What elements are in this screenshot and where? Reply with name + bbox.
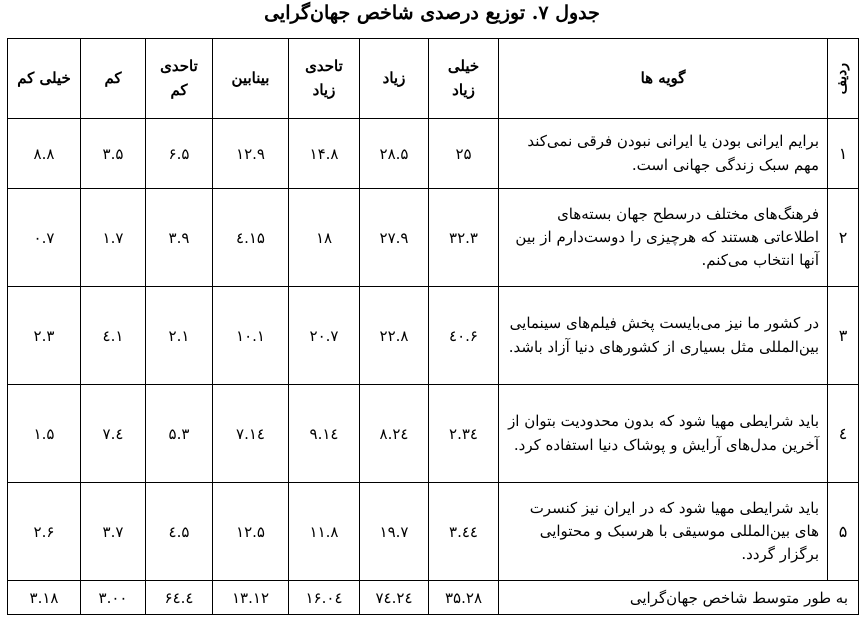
cell-somewhat-high: ۱۴.۸ (289, 119, 360, 189)
cell-somewhat-high: ۲۰.۷ (289, 287, 360, 385)
avg-somewhat-high: ۱۶.۰٤ (289, 581, 360, 615)
row-item-text: باید شرایطی مهیا شود که در ایران نیز کنسرت های بین‌المللی موسیقی با هرسبک و محتوایی برگزار گردد. (499, 483, 828, 581)
table-row (8, 189, 859, 287)
cell-neutral: ۱٤.۷ (213, 385, 289, 483)
table-row (8, 385, 859, 483)
avg-somewhat-low: ٤.۶٤ (146, 581, 213, 615)
header-somewhat-high: تاحدی زیاد (289, 39, 360, 119)
cell-very-high: ٤۰.۶ (429, 287, 499, 385)
header-neutral: بینابین (213, 39, 289, 119)
row-item-text: در کشور ما نیز می‌بایست پخش فیلم‌های سینمایی بین‌المللی مثل بسیاری از کشورهای دنیا آزاد باشد. (499, 287, 828, 385)
cell-very-high: ۳٤.۲ (429, 385, 499, 483)
cell-very-high: ۲۵ (429, 119, 499, 189)
header-high: زیاد (360, 39, 429, 119)
cell-very-low: ۰.۷ (8, 189, 81, 287)
cell-somewhat-low: ۵.٤ (146, 483, 213, 581)
row-index: ۱ (828, 119, 859, 189)
cell-very-low: ۲.۶ (8, 483, 81, 581)
table-row (8, 119, 859, 189)
cell-low: ۳.۵ (81, 119, 146, 189)
cell-high: ۲٤.۸ (360, 385, 429, 483)
cell-low: ٤.۷ (81, 385, 146, 483)
row-index: ۵ (828, 483, 859, 581)
cell-neutral: ۱۰.۱ (213, 287, 289, 385)
cell-neutral: ۱۵.٤ (213, 189, 289, 287)
header-row (8, 39, 859, 119)
cell-high: ۲۷.۹ (360, 189, 429, 287)
cell-somewhat-high: ۱٤.۹ (289, 385, 360, 483)
header-somewhat-low: تاحدی کم (146, 39, 213, 119)
cell-neutral: ۱۲.۹ (213, 119, 289, 189)
avg-neutral: ۱۳.۱۲ (213, 581, 289, 615)
cell-high: ۲۸.۵ (360, 119, 429, 189)
cell-somewhat-low: ۶.۵ (146, 119, 213, 189)
cell-very-low: ۱.۵ (8, 385, 81, 483)
table-row (8, 483, 859, 581)
cell-somewhat-high: ۱۸ (289, 189, 360, 287)
row-item-text: باید شرایطی مهیا شود که بدون محدودیت بتوان از آخرین مدل‌های آرایش و پوشاک دنیا استفاده کرد. (499, 385, 828, 483)
cell-high: ۱۹.۷ (360, 483, 429, 581)
cell-somewhat-low: ۲.۱ (146, 287, 213, 385)
cell-low: ۳.۷ (81, 483, 146, 581)
cell-somewhat-low: ۵.۳ (146, 385, 213, 483)
data-table (7, 38, 859, 615)
avg-low: ۳.۰۰ (81, 581, 146, 615)
table-caption: جدول ۷. توزیع درصدی شاخص جهان‌گرایی (264, 2, 600, 24)
header-item: گویه ها (499, 39, 828, 119)
cell-very-high: ۳۲.۳ (429, 189, 499, 287)
average-row (8, 581, 859, 615)
cell-somewhat-high: ۱۱.۸ (289, 483, 360, 581)
row-item-text: برایم ایرانی بودن یا ایرانی نبودن فرقی نمی‌کند مهم سبک زندگی جهانی است. (499, 119, 828, 189)
header-row-number: ردیف (828, 39, 859, 119)
row-index: ۲ (828, 189, 859, 287)
cell-very-low: ۲.۳ (8, 287, 81, 385)
row-index: ٤ (828, 385, 859, 483)
cell-very-high: ٤٤.۳ (429, 483, 499, 581)
avg-very-low: ۳.۱۸ (8, 581, 81, 615)
cell-somewhat-low: ۳.۹ (146, 189, 213, 287)
header-very-high: خیلی زیاد (429, 39, 499, 119)
avg-very-high: ۳۵.۲۸ (429, 581, 499, 615)
row-item-text: فرهنگ‌های مختلف درسطح جهان بسته‌های اطلاعاتی هستند که هرچیزی را دوست‌دارم از بین آنها انتخاب می‌کنم. (499, 189, 828, 287)
avg-high: ۲٤.۷٤ (360, 581, 429, 615)
cell-neutral: ۱۲.۵ (213, 483, 289, 581)
header-low: کم (81, 39, 146, 119)
cell-low: ۱.٤ (81, 287, 146, 385)
table-row (8, 287, 859, 385)
cell-high: ۲۲.۸ (360, 287, 429, 385)
cell-very-low: ۸.۸ (8, 119, 81, 189)
average-label: به طور متوسط شاخص جهان‌گرایی (499, 581, 859, 615)
cell-low: ۱.۷ (81, 189, 146, 287)
row-index: ۳ (828, 287, 859, 385)
header-very-low: خیلی کم (8, 39, 81, 119)
